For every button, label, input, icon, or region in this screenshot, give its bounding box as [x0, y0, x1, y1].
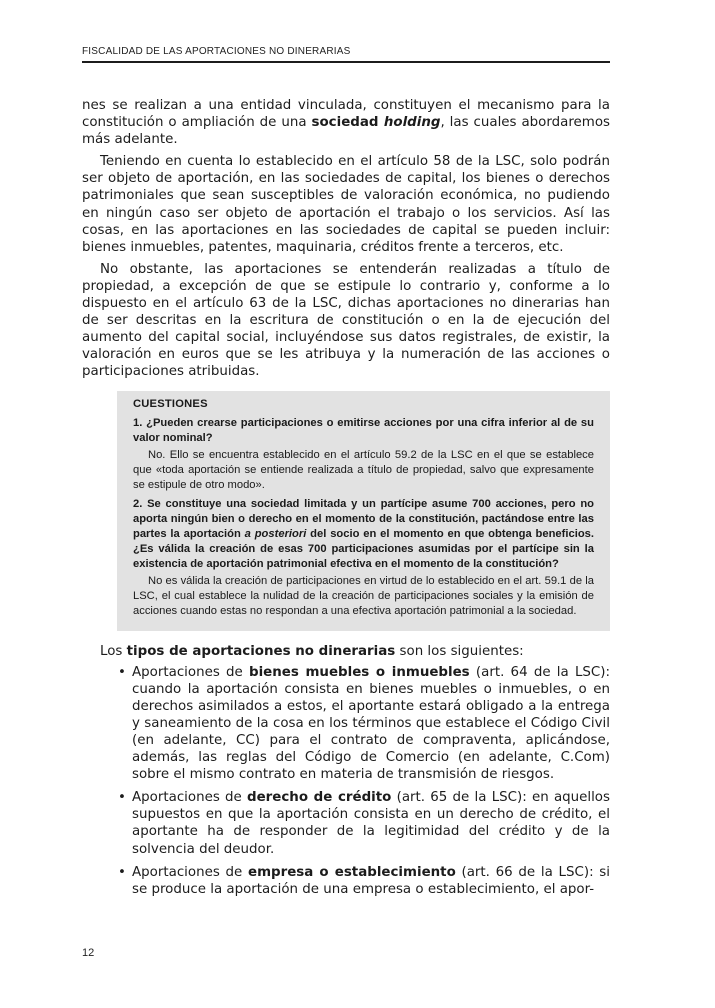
bold-term: sociedad	[311, 115, 384, 131]
paragraph-article-63: No obstante, las aportaciones se entenderán realizadas a título de propiedad, a excepción de que se estipule lo contrario y, conforme a lo dispuesto en el artículo 63 de la LSC, dichas aportaciones no dinerarias han de ser descritas en la escritura de constitución o en la de ejecución del aumento del capital social, incluyéndose sus datos registrales, de existir, la valoración en euros que se les atribuya y la numeración de las acciones o participaciones atribuidas.	[82, 261, 610, 380]
paragraph-text: , las cuales abordaremos más adelante.	[82, 115, 610, 148]
item-text: (art. 65 de la LSC): en aquellos supuestos en que la aportación consista en un derecho de crédito, el aportante ha de responder de la legitimidad del crédito y de la solvencia del deudor.	[132, 790, 610, 857]
intro-text: Los	[100, 643, 127, 659]
answer-1: No. Ello se encuentra establecido en el artículo 59.2 de la LSC en el que se establece que «toda aportación se entiende realizada a título de propiedad, salvo que expresamente se estipule de otro modo».	[133, 448, 594, 491]
types-list	[82, 664, 610, 898]
item-text: Aportaciones de	[132, 664, 249, 680]
paragraph-text: nes se realizan a una entidad vinculada, constituyen el mecanismo para la constitución o ampliación de una	[82, 98, 610, 131]
item-text: Aportaciones de	[132, 864, 248, 880]
paragraph-holding	[82, 97, 610, 148]
bold-term: tipos de aportaciones no dinerarias	[126, 643, 396, 659]
bullet-icon: •	[118, 664, 126, 680]
question-text: 2. Se constituye una sociedad limitada y un partícipe asume 700 acciones, pero no aporta ningún bien o derecho en el momento de la constitución, pactándose entre las partes la aportación	[133, 497, 594, 540]
cuestiones-title: CUESTIONES	[133, 397, 208, 410]
item-text: (art. 64 de la LSC): cuando la aportación consista en bienes muebles o inmuebles, o en derechos asimilados a estos, el aportante estará obligado a la entrega y saneamiento de la cosa en los términos que establece el Código Civil (en adelante, CC) para el contrato de compraventa, aplicándose, además, las reglas del Código de Comercio (en adelante, C.Com) sobre el mismo contrato en materia de transmisión de riesgos.	[132, 664, 610, 783]
paragraph-article-58: Teniendo en cuenta lo establecido en el artículo 58 de la LSC, solo podrán ser objeto de aportación, en las sociedades de capital, los bienes o derechos patrimoniales que sean susceptibles de valoración económica, no pudiendo en ningún caso ser objeto de aportación el trabajo o los servicios. Así las cosas, en las aportaciones en las sociedades de capital se pueden incluir: bienes inmuebles, patentes, maquinaria, créditos frente a terceros, etc.	[82, 154, 610, 255]
question-2	[133, 497, 594, 572]
item-text: (art. 66 de la LSC): si se produce la aportación de una empresa o establecimiento, el apor-	[132, 864, 610, 897]
list-item	[82, 789, 610, 857]
running-header: FISCALIDAD DE LAS APORTACIONES NO DINERARIAS	[82, 46, 351, 57]
page-number: 12	[82, 947, 95, 959]
bold-term: empresa o establecimiento	[247, 864, 456, 880]
list-item	[82, 864, 610, 898]
bullet-icon: •	[118, 790, 126, 806]
page-body	[82, 97, 610, 904]
intro-text: son los siguientes:	[395, 643, 524, 659]
bold-term: bienes muebles o inmuebles	[249, 664, 470, 680]
cuestiones-box	[117, 391, 610, 631]
header-rule	[82, 61, 610, 63]
list-item	[82, 664, 610, 784]
bold-term: derecho de crédito	[247, 790, 392, 806]
italic-term: a posteriori	[244, 527, 307, 540]
bold-italic-term: holding	[383, 115, 441, 131]
item-text: Aportaciones de	[132, 790, 247, 806]
types-intro	[100, 643, 610, 660]
answer-2: No es válida la creación de participaciones en virtud de lo establecido en el art. 59.1 de la LSC, el cual establece la nulidad de la creación de participaciones sociales y la emisión de acciones cuando estas no respondan a una efectiva aportación patrimonial a la sociedad.	[133, 574, 594, 617]
bullet-icon: •	[118, 864, 126, 880]
question-text: del socio en el momento en que obtenga beneficios. ¿Es válida la creación de esas 700 participaciones asumidas por el partícipe sin la existencia de aportación patrimonial efectiva en el momento de la constitución?	[133, 527, 594, 570]
question-1: 1. ¿Pueden crearse participaciones o emitirse acciones por una cifra inferior al de su valor nominal?	[133, 416, 594, 444]
